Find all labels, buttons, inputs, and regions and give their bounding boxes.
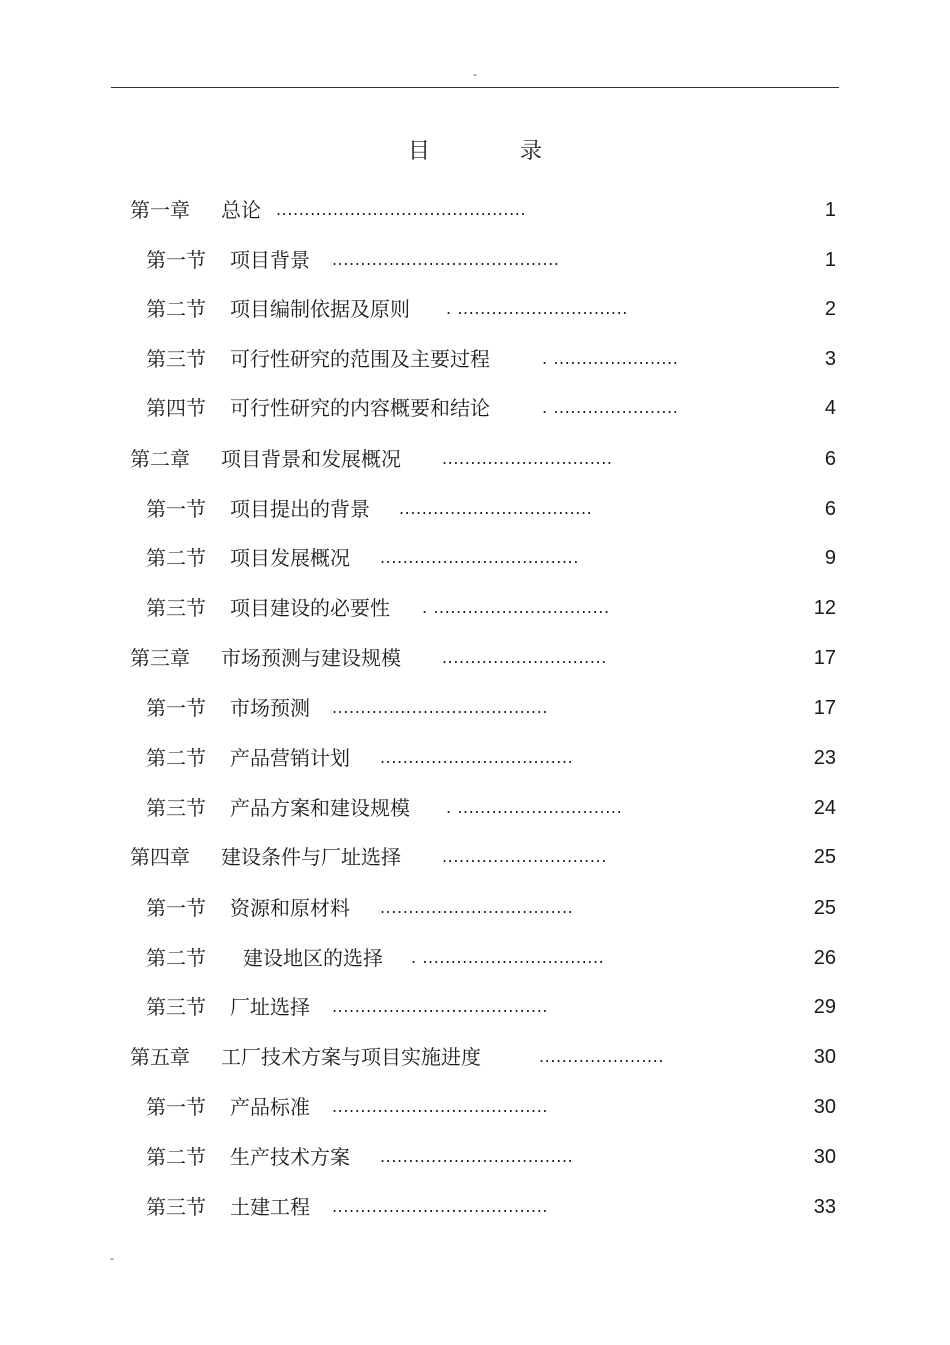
toc-entry-leader: ...................... xyxy=(539,1047,665,1066)
toc-entry-leader: ............................................ xyxy=(276,200,527,219)
toc-entry-page: 12 xyxy=(813,597,836,619)
toc-entry-text: 项目发展概况 xyxy=(230,546,350,570)
toc-entry-leader: . .............................. xyxy=(446,299,628,318)
toc-entry-page: 9 xyxy=(824,547,836,569)
toc-title-left: 目 xyxy=(407,139,430,164)
toc-entry-leader: ...................................... xyxy=(332,698,549,717)
toc-entry-number: 第二节 xyxy=(146,546,206,570)
toc-entry-text: 产品营销计划 xyxy=(230,746,350,770)
toc-entry-leader: ...................................... xyxy=(332,997,549,1016)
toc-entry-leader: ...................................... xyxy=(332,1097,549,1116)
toc-entry-number: 第三节 xyxy=(146,596,206,620)
toc-entry-page: 2 xyxy=(824,298,836,320)
toc-entry-number: 第一节 xyxy=(146,248,206,272)
toc-entry-page: 1 xyxy=(824,249,836,271)
toc-entry-text: 生产技术方案 xyxy=(230,1145,350,1169)
toc-entry-leader: .................................. xyxy=(399,499,593,518)
toc-entry-page: 24 xyxy=(813,797,836,819)
toc-entry-text: 项目背景和发展概况 xyxy=(221,447,401,471)
toc-entry-text: 市场预测 xyxy=(230,696,310,720)
toc-entry-text: 项目建设的必要性 xyxy=(230,596,390,620)
toc-entry-text: 产品标准 xyxy=(230,1095,310,1119)
toc-entry-page: 6 xyxy=(824,448,836,470)
toc-entry-text: 可行性研究的范围及主要过程 xyxy=(230,347,490,371)
toc-entry-number: 第三节 xyxy=(146,347,206,371)
toc-entry-number: 第一章 xyxy=(130,198,190,222)
toc-entry-text: 建设地区的选择 xyxy=(243,946,383,970)
footer-mark: - xyxy=(110,1252,114,1265)
toc-entry-text: 土建工程 xyxy=(230,1195,310,1219)
toc-entry-leader: . ...................... xyxy=(542,398,679,417)
toc-entry-number: 第二章 xyxy=(130,447,190,471)
toc-entry-text: 总论 xyxy=(221,198,261,222)
toc-entry-text: 可行性研究的内容概要和结论 xyxy=(230,396,490,420)
toc-entry-number: 第五章 xyxy=(130,1045,190,1069)
toc-entry-leader: . ............................... xyxy=(422,598,610,617)
toc-entry-page: 30 xyxy=(813,1146,836,1168)
toc-entry-text: 工厂技术方案与项目实施进度 xyxy=(221,1045,481,1069)
toc-entry-page: 6 xyxy=(824,498,836,520)
toc-entry-leader: ................................... xyxy=(380,548,580,567)
toc-title-right: 录 xyxy=(520,139,543,164)
toc-entry-text: 项目背景 xyxy=(230,248,310,272)
toc-entry-leader: ...................................... xyxy=(332,1197,549,1216)
toc-entry-text: 厂址选择 xyxy=(230,995,310,1019)
header-mark: - xyxy=(473,68,477,81)
toc-entry-leader: . ................................ xyxy=(411,948,605,967)
toc-entry-number: 第二节 xyxy=(146,1145,206,1169)
toc-entry-text: 市场预测与建设规模 xyxy=(221,646,401,670)
toc-entry-page: 25 xyxy=(813,846,836,868)
toc-entry-number: 第一节 xyxy=(146,1095,206,1119)
toc-entry-number: 第三节 xyxy=(146,995,206,1019)
toc-entry-number: 第四章 xyxy=(130,845,190,869)
toc-entry-leader: .............................. xyxy=(442,449,613,468)
toc-entry-text: 项目提出的背景 xyxy=(230,497,370,521)
toc-entry-number: 第三节 xyxy=(146,1195,206,1219)
toc-entry-leader: .................................. xyxy=(380,898,574,917)
toc-entry-number: 第三章 xyxy=(130,646,190,670)
toc-entry-number: 第一节 xyxy=(146,896,206,920)
toc-entry-number: 第二节 xyxy=(146,297,206,321)
toc-entry-page: 4 xyxy=(824,397,836,419)
toc-entry-number: 第四节 xyxy=(146,396,206,420)
toc-entry-text: 建设条件与厂址选择 xyxy=(221,845,401,869)
toc-entry-number: 第一节 xyxy=(146,497,206,521)
toc-entry-page: 17 xyxy=(813,647,836,669)
toc-entry-text: 产品方案和建设规模 xyxy=(230,796,410,820)
toc-entry-page: 26 xyxy=(813,947,836,969)
toc-entry-page: 3 xyxy=(824,348,836,370)
toc-entry-text: 资源和原材料 xyxy=(230,896,350,920)
toc-entry-page: 33 xyxy=(813,1196,836,1218)
toc-entry-number: 第一节 xyxy=(146,696,206,720)
toc-entry-page: 17 xyxy=(813,697,836,719)
toc-entry-number: 第三节 xyxy=(146,796,206,820)
toc-entry-page: 23 xyxy=(813,747,836,769)
toc-entry-leader: .................................. xyxy=(380,748,574,767)
toc-entry-leader: ............................. xyxy=(442,847,607,866)
toc-entry-number: 第二节 xyxy=(146,746,206,770)
toc-entry-page: 29 xyxy=(813,996,836,1018)
toc-entry-leader: ............................. xyxy=(442,648,607,667)
toc-entry-number: 第二节 xyxy=(146,946,206,970)
toc-entry-leader: .................................. xyxy=(380,1147,574,1166)
toc-entry-leader: ........................................ xyxy=(332,250,560,269)
toc-entry-leader: . ............................. xyxy=(446,798,623,817)
toc-entry-leader: . ...................... xyxy=(542,349,679,368)
toc-entry-page: 1 xyxy=(824,199,836,221)
toc-entry-text: 项目编制依据及原则 xyxy=(230,297,410,321)
toc-entry-page: 30 xyxy=(813,1046,836,1068)
toc-entry-page: 25 xyxy=(813,897,836,919)
toc-entry-page: 30 xyxy=(813,1096,836,1118)
